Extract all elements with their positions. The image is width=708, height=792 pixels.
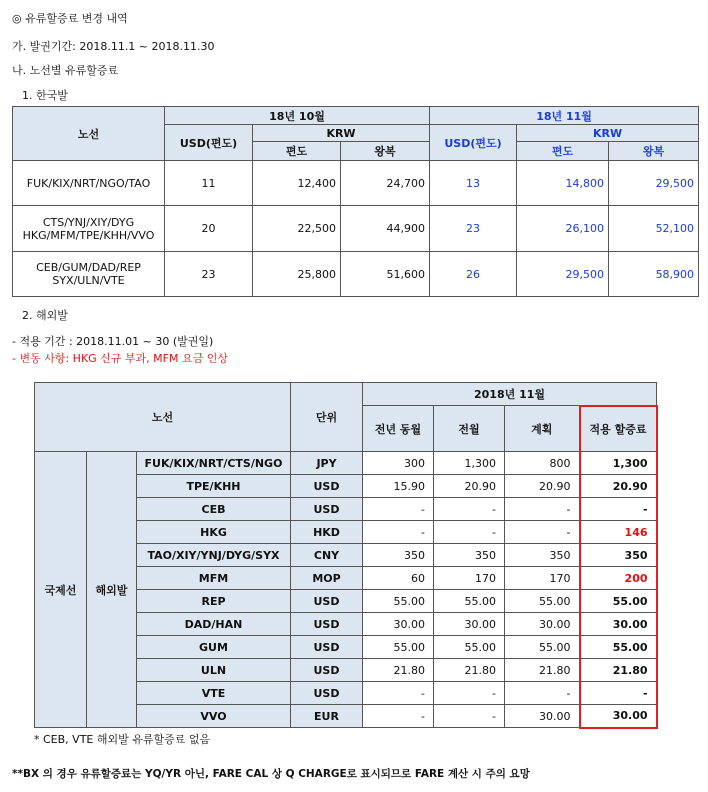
footnote: * CEB, VTE 해외발 유류할증료 없음 [34,733,211,746]
applied-cell: 55.00 [580,590,657,613]
route-cell: REP [137,590,291,613]
oct-oneway-cell: 12,400 [253,161,341,206]
oct-round-cell: 51,600 [341,252,430,297]
route-cell [13,161,165,206]
plan-cell: - [505,521,580,544]
unit-cell: USD [291,682,363,705]
nov-header: 18년 11월 [430,107,699,125]
prev-year-cell: 300 [363,452,434,475]
prev-month-cell: 55.00 [434,636,505,659]
plan-cell: - [505,682,580,705]
prev-month-cell: 20.90 [434,475,505,498]
route-cell: CEB [137,498,291,521]
bottom-note: **BX 의 경우 유류할증료는 YQ/YR 아닌, FARE CAL 상 Q CHARGE로 표시되므로 FARE 계산 시 주의 요망 [12,768,530,780]
t2-unit-header: 단위 [291,383,363,452]
unit-cell: USD [291,498,363,521]
unit-cell: USD [291,475,363,498]
korea-departure-table [12,106,699,297]
plan-cell: 800 [505,452,580,475]
applied-cell: 30.00 [580,613,657,636]
nov-usd-cell: 23 [430,206,517,252]
oct-header: 18년 10월 [165,107,430,125]
oct-usd-cell: 11 [165,161,253,206]
t2-month-header: 2018년 11월 [363,383,657,406]
nov-usd-header: USD(편도) [430,125,517,161]
prev-month-cell: 21.80 [434,659,505,682]
oct-round-cell: 44,900 [341,206,430,252]
applied-cell: 20.90 [580,475,657,498]
nov-round-cell: 29,500 [609,161,699,206]
doc-title: ◎ 유류할증료 변경 내역 [12,12,128,25]
route-cell: HKG [137,521,291,544]
prev-year-cell: 55.00 [363,636,434,659]
nov-oneway-cell: 29,500 [517,252,609,297]
route-cell: TPE/KHH [137,475,291,498]
plan-cell: 21.80 [505,659,580,682]
t2-route-header: 노선 [35,383,291,452]
route-cell [13,206,165,252]
applied-cell: 21.80 [580,659,657,682]
route-line: FUK/KIX/NRT/NGO/TAO [26,176,151,190]
applied-cell: 55.00 [580,636,657,659]
plan-cell: - [505,498,580,521]
route-cell: FUK/KIX/NRT/CTS/NGO [137,452,291,475]
applied-cell: 350 [580,544,657,567]
route-cell: TAO/XIY/YNJ/DYG/SYX [137,544,291,567]
prev-year-cell: - [363,705,434,728]
group-overseas: 해외발 [87,452,137,728]
korea-route-row [13,161,699,206]
oct-oneway-header: 편도 [253,142,341,161]
oct-round-header: 왕복 [341,142,430,161]
unit-cell: HKD [291,521,363,544]
oct-oneway-cell: 25,800 [253,252,341,297]
overseas-route-row [35,452,657,475]
unit-cell: CNY [291,544,363,567]
t2-applied-header: 적용 할증료 [580,406,657,452]
prev-month-cell: - [434,682,505,705]
prev-year-cell: - [363,498,434,521]
unit-cell: USD [291,613,363,636]
overseas-departure-table [34,382,658,729]
route-cell: MFM [137,567,291,590]
oct-round-cell: 24,700 [341,161,430,206]
nov-round-cell: 58,900 [609,252,699,297]
applied-cell: 146 [580,521,657,544]
applied-cell: 200 [580,567,657,590]
unit-cell: EUR [291,705,363,728]
route-cell: VVO [137,705,291,728]
prev-month-cell: - [434,521,505,544]
plan-cell: 55.00 [505,636,580,659]
prev-year-cell: 55.00 [363,590,434,613]
prev-year-cell: 350 [363,544,434,567]
nov-oneway-header: 편도 [517,142,609,161]
nov-oneway-cell: 26,100 [517,206,609,252]
change-note: - 변동 사항: HKG 신규 부과, MFM 요금 인상 [12,352,228,365]
unit-cell: USD [291,659,363,682]
korea-route-row [13,252,699,297]
unit-cell: MOP [291,567,363,590]
group-international: 국제선 [35,452,87,728]
route-cell [13,252,165,297]
prev-month-cell: - [434,705,505,728]
route-line: CEB/GUM/DAD/REP [36,261,141,274]
section-overseas-departure: 2. 해외발 [22,309,68,322]
korea-route-row [13,206,699,252]
by-route-heading: 나. 노선별 유류할증료 [12,64,119,77]
apply-period: - 적용 기간 : 2018.11.01 ~ 30 (발권일) [12,335,214,348]
t2-prev-year-header: 전년 동월 [363,406,434,452]
route-line: HKG/MFM/TPE/KHH/VVO [22,228,155,242]
nov-usd-cell: 26 [430,252,517,297]
prev-month-cell: 170 [434,567,505,590]
route-line: CTS/YNJ/XIY/DYG [42,215,135,229]
route-cell: VTE [137,682,291,705]
applied-cell: 30.00 [580,705,657,728]
unit-cell: USD [291,636,363,659]
route-header: 노선 [13,107,165,161]
t2-plan-header: 계획 [505,406,580,452]
nov-oneway-cell: 14,800 [517,161,609,206]
prev-year-cell: 15.90 [363,475,434,498]
oct-oneway-cell: 22,500 [253,206,341,252]
nov-round-header: 왕복 [609,142,699,161]
unit-cell: USD [291,590,363,613]
applied-cell: - [580,498,657,521]
prev-year-cell: 60 [363,567,434,590]
applied-cell: 1,300 [580,452,657,475]
prev-year-cell: 21.80 [363,659,434,682]
issue-period: 가. 발권기간: 2018.11.1 ~ 2018.11.30 [12,40,215,53]
prev-year-cell: - [363,682,434,705]
nov-usd-cell: 13 [430,161,517,206]
plan-cell: 55.00 [505,590,580,613]
section-korea-departure: 1. 한국발 [22,89,68,102]
unit-cell: JPY [291,452,363,475]
oct-krw-header: KRW [253,125,430,142]
nov-krw-header: KRW [517,125,699,142]
route-cell: GUM [137,636,291,659]
prev-year-cell: 30.00 [363,613,434,636]
route-line: SYX/ULN/VTE [52,274,125,287]
plan-cell: 170 [505,567,580,590]
plan-cell: 30.00 [505,613,580,636]
plan-cell: 20.90 [505,475,580,498]
plan-cell: 30.00 [505,705,580,728]
applied-cell: - [580,682,657,705]
prev-month-cell: 350 [434,544,505,567]
prev-month-cell: 55.00 [434,590,505,613]
oct-usd-cell: 23 [165,252,253,297]
route-cell: ULN [137,659,291,682]
oct-usd-cell: 20 [165,206,253,252]
t2-prev-month-header: 전월 [434,406,505,452]
prev-year-cell: - [363,521,434,544]
nov-round-cell: 52,100 [609,206,699,252]
route-cell: DAD/HAN [137,613,291,636]
oct-usd-header: USD(편도) [165,125,253,161]
prev-month-cell: - [434,498,505,521]
prev-month-cell: 30.00 [434,613,505,636]
prev-month-cell: 1,300 [434,452,505,475]
plan-cell: 350 [505,544,580,567]
